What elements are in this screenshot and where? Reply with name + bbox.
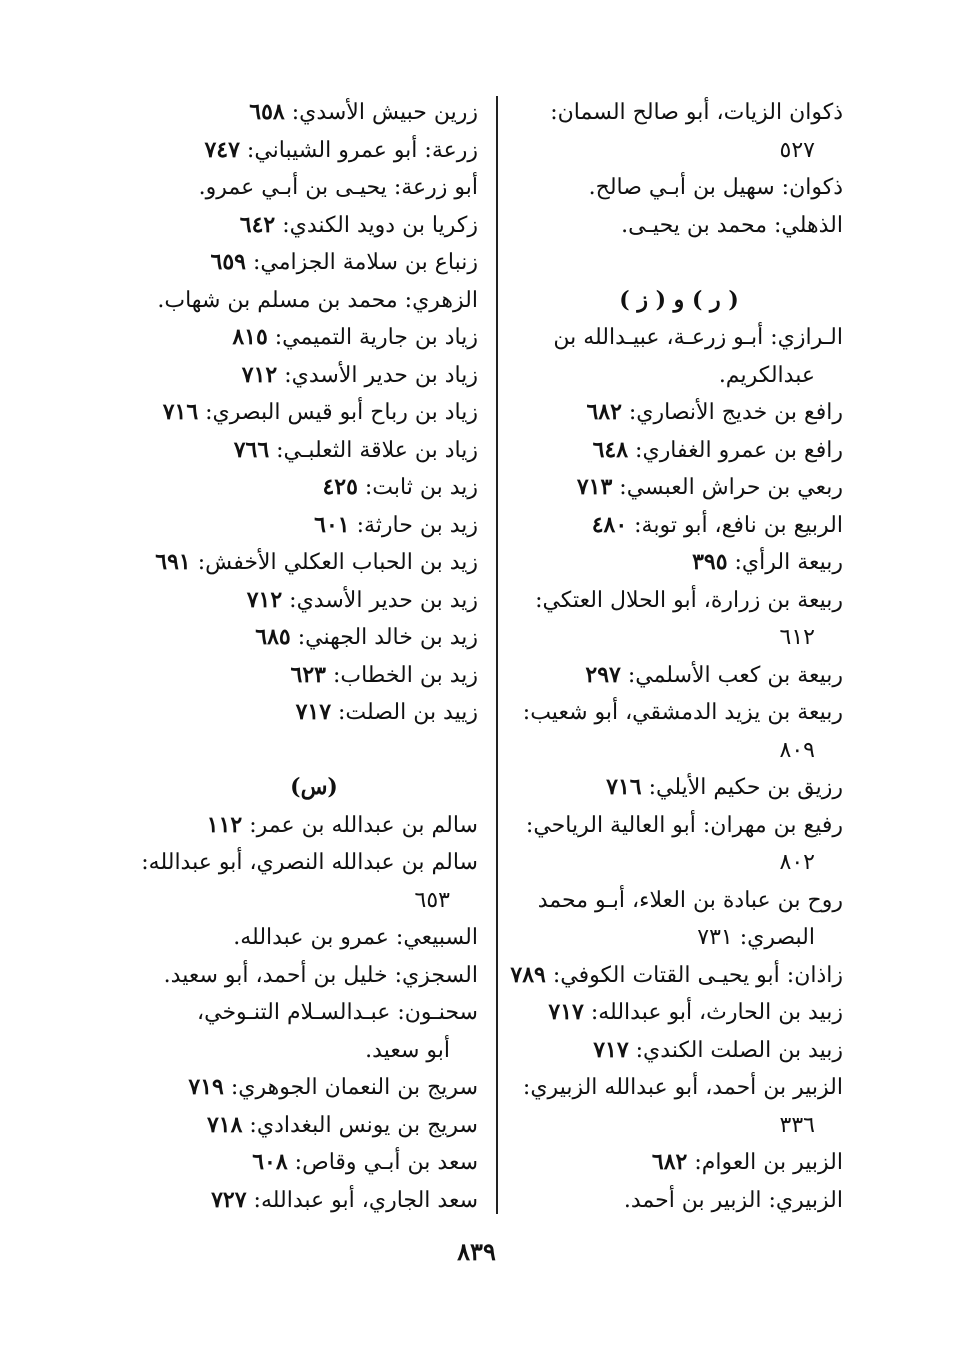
spacer [150, 732, 478, 770]
right-column [510, 94, 843, 1219]
index-entry [515, 1144, 843, 1182]
index-entry [150, 957, 478, 995]
entry-name: الزبير بن العوام: [687, 1150, 843, 1175]
entry-page-ref: ٦٨٢ [651, 1149, 688, 1175]
section-heading: ( ر ) و ( ز ) [619, 286, 739, 313]
index-entry [150, 582, 478, 620]
index-entry [150, 469, 478, 507]
index-entry [150, 694, 478, 732]
index-entry [150, 544, 478, 582]
entry-page-ref: ٦٤٨ [592, 436, 629, 463]
entry-name: زكريا بن دويد الكندي: [275, 212, 478, 238]
entry-name: الـرازي: أبـو زرعـة، عبيـدالله بن [553, 325, 843, 350]
entry-continuation: ٨٠٢ [779, 850, 815, 875]
entry-continuation: البصري: ٧٣١ [697, 925, 815, 950]
entry-continuation: ٦١٢ [779, 625, 815, 650]
section-heading: (س) [290, 774, 338, 800]
entry-name: ربعي بن حراش العبسي: [612, 475, 843, 500]
index-entry [515, 544, 843, 582]
index-entry [515, 582, 843, 657]
index-entry [150, 282, 478, 320]
entry-page-ref: ٦٨٥ [255, 624, 291, 650]
entry-page-ref: ٨١٥ [232, 324, 268, 350]
entry-name: سالم بن عبدالله بن عمر: [242, 812, 478, 838]
entry-page-ref: ٦٥٨ [249, 99, 285, 125]
entry-name: سريج بن يونس البغدادي: [242, 1112, 478, 1138]
entry-name: زرين حبيش الأسدي: [284, 100, 478, 125]
index-entry [515, 769, 843, 807]
entry-page-ref: ٧١٦ [606, 774, 642, 800]
entry-name: السجزي: خليل بن أحمد، أبو سعيد. [163, 962, 478, 988]
entry-page-ref: ٦٠١ [314, 511, 350, 538]
entry-page-ref: ٧١٢ [246, 586, 283, 613]
index-entry [515, 319, 843, 394]
index-entry [515, 1182, 843, 1220]
index-entry [150, 169, 478, 207]
entry-name: ربيعة بن كعب الأسلمي: [620, 662, 843, 688]
entry-name: زياد بن جارية التميمي: [267, 325, 478, 350]
entry-name: ربيعة بن يزيد الدمشقي، أبو شعيب: [522, 700, 843, 725]
index-entry [150, 432, 478, 470]
entry-name: السبيعي: عمرو بن عبدالله. [233, 925, 478, 950]
index-entry [150, 507, 478, 545]
index-entry [515, 394, 843, 432]
index-entry [515, 94, 843, 169]
index-entry [515, 882, 843, 957]
entry-continuation: ٣٣٦ [779, 1112, 815, 1138]
entry-name: الزبير بن أحمد، أبو عبدالله الزبيري: [522, 1075, 843, 1100]
entry-name: زياد بن علاقة الثعلبـي: [269, 437, 478, 463]
index-entry [150, 207, 478, 245]
index-entry [150, 357, 478, 395]
entry-name: زيد بن حارثة: [349, 512, 478, 538]
index-entry [150, 919, 478, 957]
entry-page-ref: ٧١٩ [188, 1074, 224, 1100]
entry-page-ref: ٧١٨ [206, 1111, 243, 1138]
entry-page-ref: ٦٤٢ [239, 211, 276, 238]
page-number: ٨٣٩ [457, 1237, 496, 1266]
index-entry [150, 1182, 478, 1220]
index-entry [150, 319, 478, 357]
index-entry [150, 94, 478, 132]
entry-name: سريج بن النعمان الجوهري: [223, 1075, 478, 1100]
index-entry [150, 132, 478, 170]
entry-name: أبو زرعة: يحيـى بن أبـي عمرو. [198, 175, 478, 200]
spacer [515, 244, 843, 282]
entry-continuation: عبدالكريم. [718, 362, 815, 388]
entry-page-ref: ٦٩١ [155, 549, 191, 575]
entry-name: زاذان: أبو يحيـى القتات الكوفي: [545, 962, 843, 988]
index-entry [515, 432, 843, 470]
entry-page-ref: ٧٢٧ [211, 1186, 247, 1213]
entry-name: ذكوان الزيات، أبو صالح السمان: [550, 100, 843, 125]
index-entry [510, 957, 843, 995]
entry-name: زيد بن ثابت: [357, 475, 478, 500]
entry-name: سعد بن أبـي وقاص: [287, 1150, 478, 1175]
entry-page-ref: ٧١٧ [295, 699, 332, 725]
column-divider [496, 96, 498, 1214]
entry-name: سعد الجاري، أبو عبدالله: [246, 1187, 478, 1213]
left-column [141, 94, 478, 1219]
entry-page-ref: ٢٩٧ [585, 661, 621, 688]
entry-name: زييد بن الصلت: [331, 700, 478, 725]
index-entry [515, 507, 843, 545]
index-entry [515, 207, 843, 245]
entry-page-ref: ١١٢ [206, 811, 243, 838]
entry-name: الزبيري: الزبير بن أحمد. [623, 1187, 843, 1213]
entry-name: زبيد بن الصلت الكندي: [628, 1037, 843, 1063]
entry-name: روح بن عبادة بن العلاء، أبـو محمد [537, 887, 843, 913]
index-entry [141, 844, 478, 919]
index-entry [515, 657, 843, 695]
index-entry [515, 469, 843, 507]
entry-name: الربيع بن نافع، أبو توبة: [627, 512, 843, 538]
entry-page-ref: ٧٨٩ [510, 961, 546, 988]
entry-page-ref: ٧١٢ [241, 361, 278, 388]
entry-page-ref: ٧١٣ [576, 474, 613, 500]
entry-page-ref: ٦٠٨ [252, 1149, 288, 1175]
index-entry [150, 1069, 478, 1107]
entry-name: الزهري: محمد بن مسلم بن شهاب. [157, 287, 478, 313]
entry-name: سالم بن عبدالله النصري، أبو عبدالله: [141, 850, 478, 875]
entry-page-ref: ٣٩٥ [692, 549, 728, 575]
index-entry [515, 694, 843, 769]
index-entry [515, 807, 843, 882]
entry-page-ref: ٤٨٠ [591, 511, 628, 538]
entry-name: ربيعة الرأي: [727, 550, 843, 575]
entry-continuation: ٥٢٧ [779, 137, 815, 163]
entry-name: رافع بن خديج الأنصاري: [621, 400, 843, 425]
entry-page-ref: ٧١٧ [548, 999, 584, 1025]
index-entry [515, 169, 843, 207]
entry-name: زياد بن رباح أبو قيس البصري: [198, 400, 478, 425]
index-entry [150, 657, 478, 695]
entry-page-ref: ٧٦٦ [233, 436, 270, 463]
entry-name: زيد بن الخطاب: [325, 662, 478, 688]
entry-continuation: أبو سعيد. [365, 1037, 450, 1063]
entry-page-ref: ٦٢٣ [290, 661, 326, 688]
entry-page-ref: ٧١٦ [162, 399, 199, 425]
index-entry [150, 1144, 478, 1182]
index-entry [150, 394, 478, 432]
entry-name: زيد بن الحباب العكلي الأخفش: [190, 550, 478, 575]
index-entry [515, 994, 843, 1032]
entry-name: سحنـون: عبـدالسـلام التنـوخي، [197, 1000, 478, 1025]
entry-continuation: ٨٠٩ [779, 737, 815, 763]
entry-name: زبيد بن الحارث، أبو عبدالله: [583, 1000, 843, 1025]
entry-name: رافع بن عمرو الغفاري: [628, 437, 843, 463]
index-entry [150, 619, 478, 657]
entry-name: زنباع بن سلامة الجزامي: [246, 250, 478, 275]
index-entry [515, 1032, 843, 1070]
index-entry [150, 244, 478, 282]
entry-page-ref: ٧٤٧ [204, 136, 240, 163]
entry-name: زيد بن حدير الأسدي: [282, 587, 478, 613]
entry-name: الذهلي: محمد بن يحيـى. [621, 212, 843, 238]
entry-page-ref: ٧١٧ [593, 1036, 629, 1063]
entry-name: زيد بن خالد الجهني: [290, 625, 478, 650]
entry-name: زرعة: أبو عمرو الشيباني: [239, 137, 478, 163]
entry-name: رزيق بن حكيم الأيلي: [641, 775, 843, 800]
index-entry [150, 807, 478, 845]
index-entry [150, 994, 478, 1069]
entry-name: ربيعة بن زرارة، أبو الحلال العتكي: [535, 587, 843, 613]
entry-page-ref: ٦٥٩ [210, 249, 246, 275]
index-entry [150, 1107, 478, 1145]
entry-name: رفيع بن مهران: أبو العالية الرياحي: [525, 812, 843, 838]
entry-continuation: ٦٥٣ [414, 887, 450, 913]
entry-name: ذكوان: سهيل بن أبـي صالح. [588, 175, 843, 200]
index-entry [515, 1069, 843, 1144]
entry-page-ref: ٦٨٢ [586, 399, 622, 425]
entry-page-ref: ٤٢٥ [322, 474, 358, 500]
entry-name: زياد بن حدير الأسدي: [277, 362, 478, 388]
